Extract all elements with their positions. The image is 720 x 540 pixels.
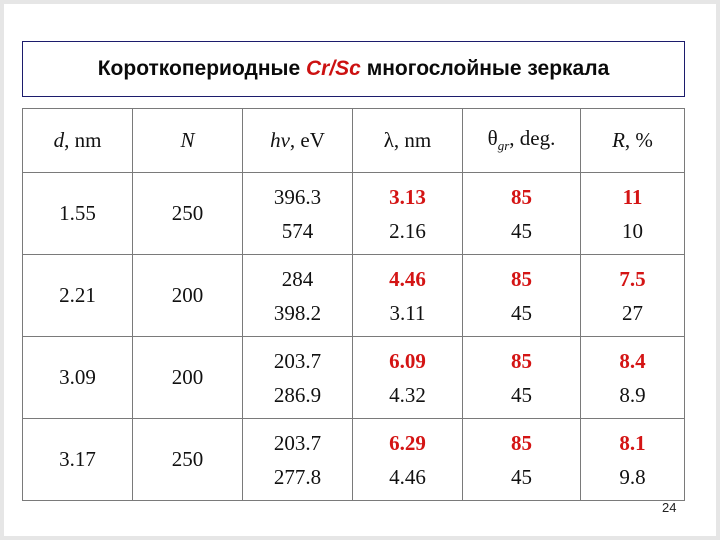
table-row <box>23 337 685 419</box>
cell-r: 11 10 <box>581 173 685 255</box>
cell-n: 250 <box>133 419 243 501</box>
cell-d: 3.09 <box>23 337 133 419</box>
header-lambda: λ, nm <box>353 109 463 173</box>
slide-title <box>22 41 685 97</box>
title-prefix: Короткопериодные <box>97 57 301 80</box>
cell-theta: 85 45 <box>463 419 581 501</box>
cell-n: 200 <box>133 337 243 419</box>
header-d: d, nm <box>23 109 133 173</box>
cell-n: 200 <box>133 255 243 337</box>
table-row <box>23 255 685 337</box>
cell-lambda: 6.29 4.46 <box>353 419 463 501</box>
cell-hv: 396.3 574 <box>243 173 353 255</box>
header-n: N <box>133 109 243 173</box>
cell-theta: 85 45 <box>463 255 581 337</box>
cell-d: 3.17 <box>23 419 133 501</box>
cell-hv: 203.7 286.9 <box>243 337 353 419</box>
title-accent: Cr/Sc <box>305 57 361 80</box>
cell-lambda: 6.09 4.32 <box>353 337 463 419</box>
cell-lambda: 3.13 2.16 <box>353 173 463 255</box>
header-r: R, % <box>581 109 685 173</box>
cell-d: 2.21 <box>23 255 133 337</box>
cell-d: 1.55 <box>23 173 133 255</box>
header-theta: $\theta_{gr}$, deg. <box>463 109 581 173</box>
cell-hv: 284 398.2 <box>243 255 353 337</box>
table-row <box>23 419 685 501</box>
cell-theta: 85 45 <box>463 337 581 419</box>
cell-n: 250 <box>133 173 243 255</box>
title-suffix: многослойные зеркала <box>366 57 610 80</box>
cell-r: 8.4 8.9 <box>581 337 685 419</box>
header-hv: hν, eV <box>243 109 353 173</box>
cell-r: 8.1 9.8 <box>581 419 685 501</box>
page-number: 24 <box>662 500 677 515</box>
table-row <box>23 173 685 255</box>
cell-lambda: 4.46 3.11 <box>353 255 463 337</box>
cell-r: 7.5 27 <box>581 255 685 337</box>
header-row <box>23 109 685 173</box>
mirrors-table <box>22 108 685 501</box>
cell-theta: 85 45 <box>463 173 581 255</box>
cell-hv: 203.7 277.8 <box>243 419 353 501</box>
